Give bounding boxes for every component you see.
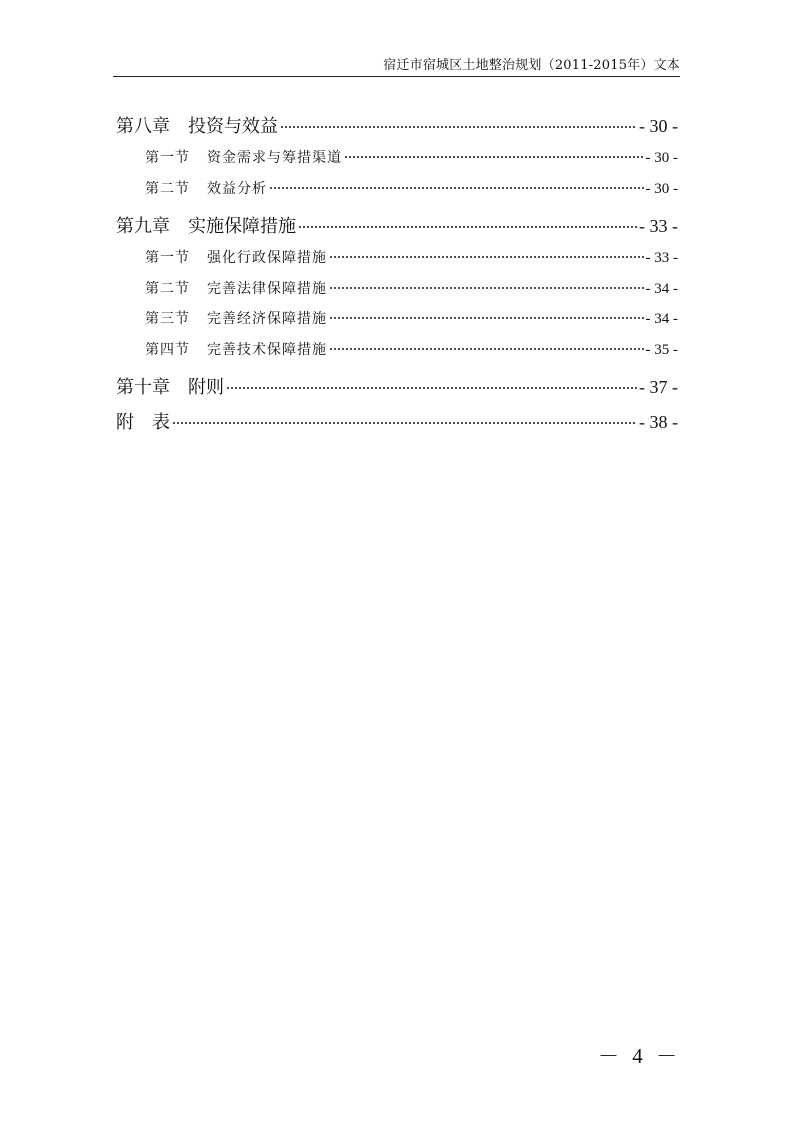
toc-entry-label: [116, 112, 278, 138]
chapter-title: 附则: [188, 377, 224, 398]
section-page-number: - 34 -: [645, 280, 678, 297]
dot-leader: [298, 225, 637, 229]
toc-entry-label: [145, 339, 327, 359]
toc-entry-label: [145, 308, 327, 328]
dot-leader: [329, 286, 644, 290]
toc-entry-label: [116, 373, 224, 399]
toc-entry-label: [145, 178, 267, 198]
chapter-number: 第十章: [116, 377, 170, 398]
dot-leader: [280, 125, 637, 129]
section-number: 第四节: [145, 341, 190, 358]
toc-entry-label: [145, 278, 327, 298]
toc-chapter-8[interactable]: [116, 112, 678, 143]
section-page-number: - 34 -: [645, 311, 678, 327]
chapter-title: 投资与效益: [188, 116, 278, 137]
section-number: 第二节: [145, 280, 190, 297]
page-number: － 4 －: [598, 1044, 681, 1068]
chapter-number: 第八章: [116, 116, 170, 137]
page-header: [113, 50, 680, 77]
section-title: 完善法律保障措施: [207, 280, 327, 297]
section-page-number: - 30 -: [645, 180, 678, 197]
section-number: 第二节: [145, 180, 190, 197]
section-page-number: - 30 -: [645, 150, 678, 166]
dot-leader: [172, 421, 637, 425]
chapter-page-number: - 30 -: [639, 116, 678, 136]
toc-section-9-3[interactable]: [116, 308, 678, 339]
toc-section-8-2[interactable]: [116, 178, 678, 209]
toc-section-9-4[interactable]: [116, 339, 678, 370]
dot-leader: [329, 255, 644, 259]
toc-entry-label: [145, 247, 327, 267]
dot-leader: [329, 347, 644, 351]
document-title: 宿迁市宿城区土地整治规划（2011-2015年）文本: [383, 58, 680, 73]
toc-entry-label: [116, 212, 296, 238]
toc-section-9-1[interactable]: [116, 247, 678, 278]
toc-chapter-9[interactable]: [116, 212, 678, 243]
section-page-number: - 33 -: [645, 250, 678, 266]
section-title: 完善技术保障措施: [207, 341, 327, 358]
appendix-title: 附 表: [116, 412, 170, 433]
chapter-page-number: - 33 -: [639, 216, 678, 236]
section-number: 第一节: [145, 150, 190, 166]
dot-leader: [269, 186, 644, 190]
section-title: 强化行政保障措施: [207, 250, 327, 266]
toc-section-8-1[interactable]: [116, 147, 678, 178]
section-title: 完善经济保障措施: [207, 311, 327, 327]
section-number: 第一节: [145, 250, 190, 266]
toc-appendix[interactable]: [116, 408, 678, 439]
chapter-page-number: - 37 -: [639, 377, 678, 397]
toc-entry-label: [145, 147, 342, 167]
dot-leader: [329, 316, 644, 320]
toc-chapter-10[interactable]: [116, 373, 678, 404]
section-title: 效益分析: [207, 180, 267, 197]
appendix-page-number: - 38 -: [639, 412, 678, 432]
chapter-number: 第九章: [116, 216, 170, 237]
dot-leader: [344, 155, 644, 159]
toc-section-9-2[interactable]: [116, 278, 678, 309]
chapter-title: 实施保障措施: [188, 216, 296, 237]
table-of-contents: [116, 108, 678, 443]
section-page-number: - 35 -: [645, 341, 678, 358]
dot-leader: [226, 386, 637, 390]
section-number: 第三节: [145, 311, 190, 327]
section-title: 资金需求与筹措渠道: [207, 150, 342, 166]
